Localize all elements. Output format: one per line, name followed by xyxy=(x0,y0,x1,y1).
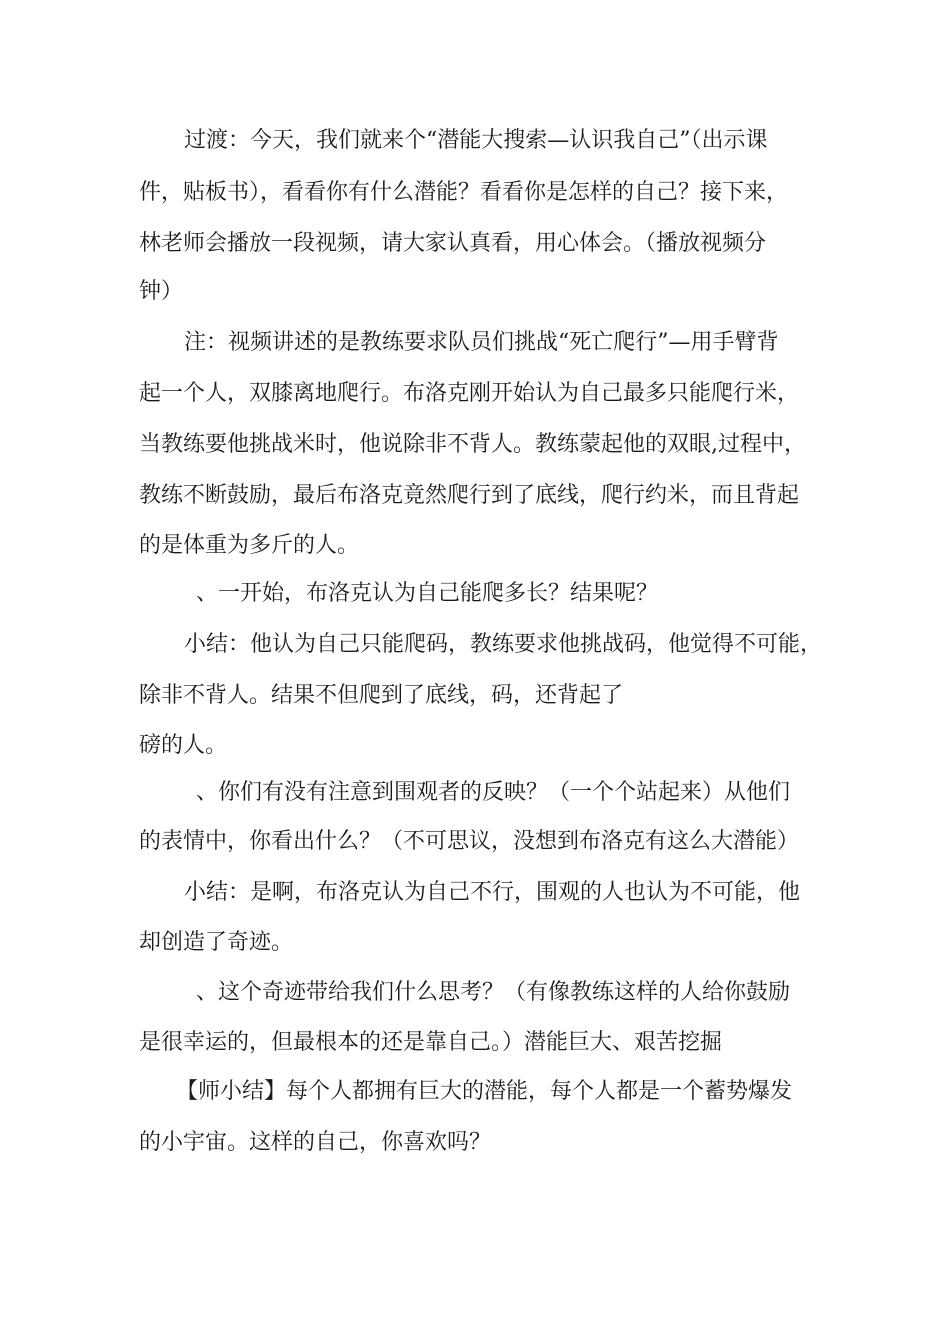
text-line: 当教练要他挑战米时，他说除非不背人。教练蒙起他的双眼,过程中， xyxy=(139,432,806,457)
text-line: 的表情中，你看出什么？（不可思议，没想到布洛克有这么大潜能） xyxy=(139,829,800,854)
text-line: 林老师会播放一段视频，请大家认真看，用心体会。（播放视频分 xyxy=(139,231,767,256)
text-line: 磅的人。 xyxy=(139,733,228,758)
text-line: 除非不背人。结果不但爬到了底线，码，还背起了 xyxy=(139,683,624,708)
text-line: 钟） xyxy=(139,279,184,304)
text-line: 是很幸运的，但最根本的还是靠自己。）潜能巨大、艰苦挖掘 xyxy=(139,1030,723,1055)
text-line: 的是体重为多斤的人。 xyxy=(139,533,360,558)
text-line: 起一个人，双膝离地爬行。布洛克刚开始认为自己最多只能爬行米， xyxy=(139,381,800,406)
text-line: 小结：他认为自己只能爬码，教练要求他挑战码，他觉得不可能， xyxy=(184,632,823,657)
text-line: 件，贴板书），看看你有什么潜能？看看你是怎样的自己？接下来， xyxy=(139,180,789,205)
text-line: 教练不断鼓励，最后布洛克竟然爬行到了底线，爬行约米，而且背起 xyxy=(139,483,800,508)
text-line: 小结：是啊，布洛克认为自己不行，围观的人也认为不可能，他 xyxy=(184,880,801,905)
text-line: 、你们有没有注意到围观者的反映？（一个个站起来）从他们 xyxy=(196,780,791,805)
text-line: 注：视频讲述的是教练要求队员们挑战“死亡爬行”—用手臂背 xyxy=(184,330,779,355)
text-line: 、一开始，布洛克认为自己能爬多长？结果呢？ xyxy=(196,581,659,606)
text-line: 、这个奇迹带给我们什么思考？（有像教练这样的人给你鼓励 xyxy=(196,980,791,1005)
text-line: 过渡：今天，我们就来个“潜能大搜索—认识我自己”（出示课 xyxy=(184,128,768,153)
text-line: 【师小结】每个人都拥有巨大的潜能，每个人都是一个蓄势爆发 xyxy=(176,1079,793,1104)
text-line: 却创造了奇迹。 xyxy=(139,930,294,955)
text-line: 的小宇宙。这样的自己，你喜欢吗？ xyxy=(139,1130,492,1155)
